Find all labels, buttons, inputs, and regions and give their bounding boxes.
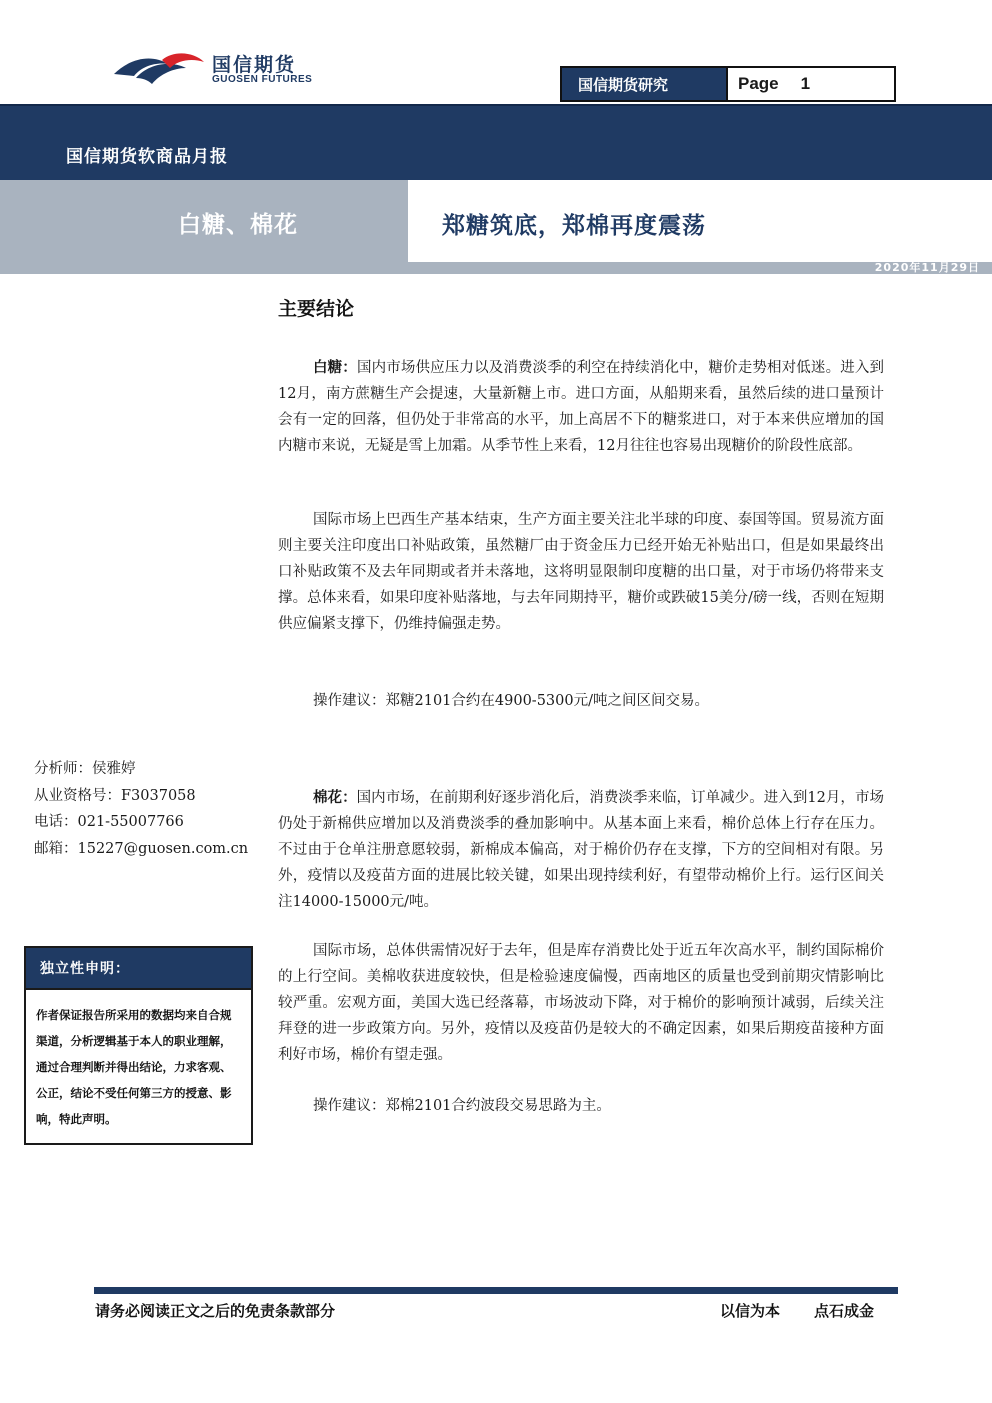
report-headline: 郑糖筑底，郑棉再度震荡 <box>442 213 706 239</box>
sugar-paragraph-2: 国际市场上巴西生产基本结束，生产方面主要关注北半球的印度、泰国等国。贸易流方面则主要关注印度出口补贴政策，虽然糖厂由于资金压力已经开始无补贴出口，但是如果最终出口补贴政策不及去年同期或者并未落地，这将明显限制印度糖的出口量，对于市场仍将带来支撑。总体来看，如果印度补贴落地，与去年同期持平，糖价或跌破15美分/磅一线，否则在短期供应偏紧支撑下，仍维持偏强走势。 <box>278 512 884 632</box>
commodity-names: 白糖、棉花 <box>178 212 298 238</box>
logo-chinese-name: 国信期货 <box>212 54 297 76</box>
cotton-label: 棉花： <box>313 789 357 806</box>
commodity-panel <box>0 180 408 262</box>
logo-wave-icon <box>112 50 206 86</box>
independence-body: 作者保证报告所采用的数据均来自合规渠道，分析逻辑基于本人的职业理解，通过合理判断并得出结论，力求客观、公正，结论不受任何第三方的授意、影响，特此声明。 <box>36 1008 232 1126</box>
footer-slogan-1: 以信为本 <box>720 1302 781 1320</box>
report-series-title: 国信期货软商品月报 <box>66 147 228 167</box>
report-date: 2020年11月29日 <box>874 261 980 274</box>
footer-slogan-2: 点石成金 <box>814 1302 875 1320</box>
cotton-advice: 操作建议：郑棉2101合约波段交易思路为主。 <box>313 1098 611 1114</box>
footer-disclaimer: 请务必阅读正文之后的免责条款部分 <box>95 1302 336 1320</box>
title-row <box>0 180 992 262</box>
cotton-paragraph-2: 国际市场，总体供需情况好于去年，但是库存消费比处于近五年次高水平，制约国际棉价的上行空间。美棉收获进度较快，但是检验速度偏慢，西南地区的质量也受到前期灾情影响比较严重。宏观方面，美国大选已经落幕，市场波动下降，对于棉价的影响预计减弱，后续关注拜登的进一步政策方向。另外，疫情以及疫苗仍是较大的不确定因素，如果后期疫苗接种方面利好市场，棉价有望走强。 <box>278 943 884 1063</box>
sugar-text-1: 国内市场供应压力以及消费淡季的利空在持续消化中，糖价走势相对低迷。进入到12月，南方蔗糖生产会提速，大量新糖上市。进口方面，从船期来看，虽然后续的进口量预计会有一定的回落，但仍处于非常高的水平，加上高居不下的糖浆进口，对于本来供应增加的国内糖市来说，无疑是雪上加霜。从季节性上来看，12月往往也容易出现糖价的阶段性底部。 <box>278 360 884 454</box>
independence-title: 独立性申明： <box>26 948 251 990</box>
page-number-cell <box>728 68 894 100</box>
cotton-text-1: 国内市场，在前期利好逐步消化后，消费淡季来临，订单减少。进入到12月，市场仍处于新棉供应增加以及消费淡季的叠加影响中。从基本面上来看，棉价总体上行存在压力。不过由于仓单注册意愿较弱，新棉成本偏高，对于棉价仍存在支撑，下方的空间相对有限。另外，疫情以及疫苗方面的进展比较关键，如果出现持续利好，有望带动棉价上行。运行区间关注14000-15000元/吨。 <box>278 790 884 910</box>
footer-divider <box>94 1287 898 1294</box>
company-logo <box>112 50 342 90</box>
research-label: 国信期货研究 <box>562 68 728 100</box>
analyst-info <box>34 756 264 862</box>
sugar-label: 白糖： <box>313 359 357 376</box>
analyst-email: 邮箱：15227@guosen.com.cn <box>34 840 249 857</box>
independence-statement-box <box>24 946 253 1145</box>
page-number: 1 <box>800 74 811 93</box>
sugar-paragraph-1 <box>278 355 884 459</box>
analyst-name: 分析师：侯雅婷 <box>34 761 136 777</box>
footer-slogan <box>720 1300 874 1321</box>
logo-english-name: GUOSEN FUTURES <box>212 74 313 85</box>
cotton-paragraph-1 <box>278 785 884 915</box>
sugar-advice: 操作建议：郑糖2101合约在4900-5300元/吨之间区间交易。 <box>313 693 709 709</box>
section-title: 主要结论 <box>278 298 355 320</box>
page-label: Page <box>738 74 779 93</box>
page-indicator-box <box>560 66 896 102</box>
headline-panel <box>408 180 992 262</box>
analyst-license: 从业资格号：F3037058 <box>34 787 196 804</box>
analyst-phone: 电话：021-55007766 <box>34 814 184 830</box>
report-series-band <box>0 104 992 180</box>
date-strip <box>0 262 992 274</box>
